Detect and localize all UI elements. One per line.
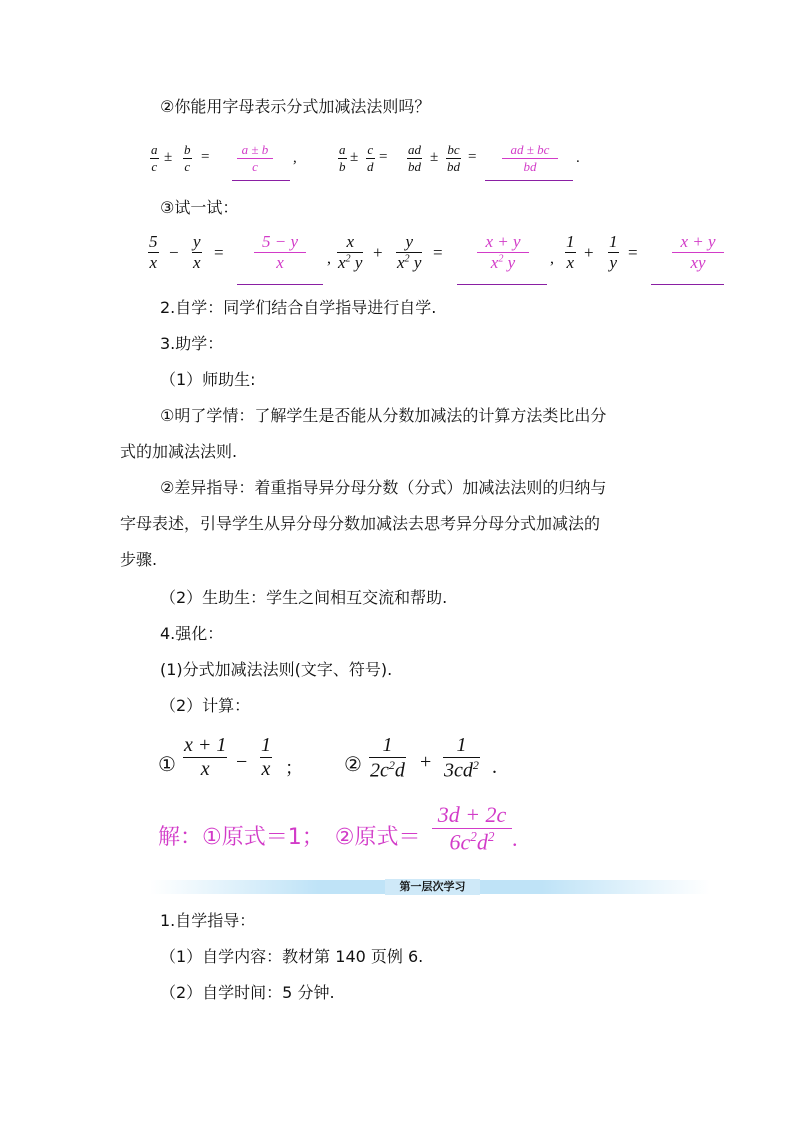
separator: , xyxy=(327,250,331,267)
answer-try1: 5 − y x xyxy=(254,232,306,273)
answer-underline xyxy=(485,180,573,181)
frac-calc1-b: 1 x xyxy=(261,734,271,780)
op-pm: ± xyxy=(164,149,173,165)
step-3-1: （1）师助生: xyxy=(160,370,256,389)
answer-rule1: a ± b c xyxy=(237,142,273,175)
step-3: 3.助学： xyxy=(160,334,224,353)
solution-prefix: 解：①原式＝1； ②原式＝ xyxy=(158,825,421,850)
step-3-1a-line2: 式的加减法法则. xyxy=(120,442,238,461)
op-minus: − xyxy=(236,751,248,773)
frac-calc2-a: 1 $2c^2d$ xyxy=(370,734,405,782)
step-3-1b-line1: ②差异指导：着重指导异分母分数（分式）加减法法则的归纳与 xyxy=(160,478,607,497)
frac-a-over-b: a b xyxy=(339,142,346,174)
frac-1-over-y: 1 y xyxy=(609,232,618,272)
frac-y-over-x: y x xyxy=(193,232,201,272)
separator: , xyxy=(293,150,297,166)
frac-bc-over-bd: bc bd xyxy=(447,142,460,174)
step-2: 2.自学：同学们结合自学指导进行自学. xyxy=(160,298,437,317)
frac-b-over-c: b c xyxy=(184,142,191,174)
op-eq: = xyxy=(433,243,443,262)
step-4-2: （2）计算： xyxy=(160,696,251,715)
try-label: ③试一试： xyxy=(160,198,239,217)
section-banner-label: 第一层次学习 xyxy=(385,879,480,895)
question-2: ②你能用字母表示分式加减法法则吗？ xyxy=(160,97,431,116)
calc-1-end: ； xyxy=(285,758,303,778)
op-pm: ± xyxy=(430,149,439,165)
op-plus: + xyxy=(584,243,594,262)
frac-calc1-a: x + 1 x xyxy=(184,734,227,780)
answer-try2: x + y $x^2$ y xyxy=(477,232,529,273)
calc-1-label: ① xyxy=(158,752,176,776)
op-pm: ± xyxy=(350,149,359,165)
frac-calc2-b: 1 $3cd^2$ xyxy=(444,734,479,782)
answer-underline xyxy=(651,284,724,285)
step-3-2: （2）生助生：学生之间相互交流和帮助. xyxy=(160,588,448,607)
step-3-1b-line2: 字母表述，引导学生从异分母分数加减法去思考异分母分式加减法的 xyxy=(120,514,601,533)
op-eq: = xyxy=(379,149,388,165)
step-3-1b-line3: 步骤. xyxy=(120,550,158,569)
separator: , xyxy=(550,250,554,267)
op-plus: + xyxy=(420,751,432,773)
frac-y-over-x2y: y $x^2$ y xyxy=(397,232,422,272)
op-eq: = xyxy=(468,149,477,165)
step-3-1a-line1: ①明了学情：了解学生是否能从分数加减法的计算方法类比出分 xyxy=(160,406,607,425)
answer-underline xyxy=(457,284,547,285)
self-study-guide: 1.自学指导： xyxy=(160,911,256,930)
self-study-time: （2）自学时间：5 分钟. xyxy=(160,983,335,1002)
frac-c-over-d: c d xyxy=(367,142,374,174)
frac-x-over-x2y: x $x^2$ y xyxy=(338,232,363,272)
answer-try3: x + y xy xyxy=(672,232,724,273)
solution-end: . xyxy=(512,826,518,851)
solution-fraction: 3d + 2c $6c^2d^2$ xyxy=(432,802,512,855)
op-plus: + xyxy=(373,243,383,262)
op-eq: = xyxy=(628,243,638,262)
op-eq: = xyxy=(201,149,210,165)
calc-2-end: . xyxy=(492,756,497,778)
op-eq: = xyxy=(214,243,224,262)
step-4-1: (1)分式加减法法则(文字、符号). xyxy=(160,660,393,679)
frac-ad-over-bd: ad bd xyxy=(408,142,421,174)
frac-1-over-x: 1 x xyxy=(566,232,575,272)
step-4: 4.强化： xyxy=(160,624,224,643)
frac-5-over-x: 5 x xyxy=(149,232,158,272)
calc-2-label: ② xyxy=(344,752,362,776)
frac-a-over-c: a c xyxy=(151,142,158,174)
answer-underline xyxy=(232,180,290,181)
self-study-content: （1）自学内容：教材第 140 页例 6. xyxy=(160,947,424,966)
answer-underline xyxy=(237,284,323,285)
end-period: . xyxy=(576,150,580,166)
answer-rule2: ad ± bc bd xyxy=(502,142,558,175)
op-minus: − xyxy=(169,243,179,262)
